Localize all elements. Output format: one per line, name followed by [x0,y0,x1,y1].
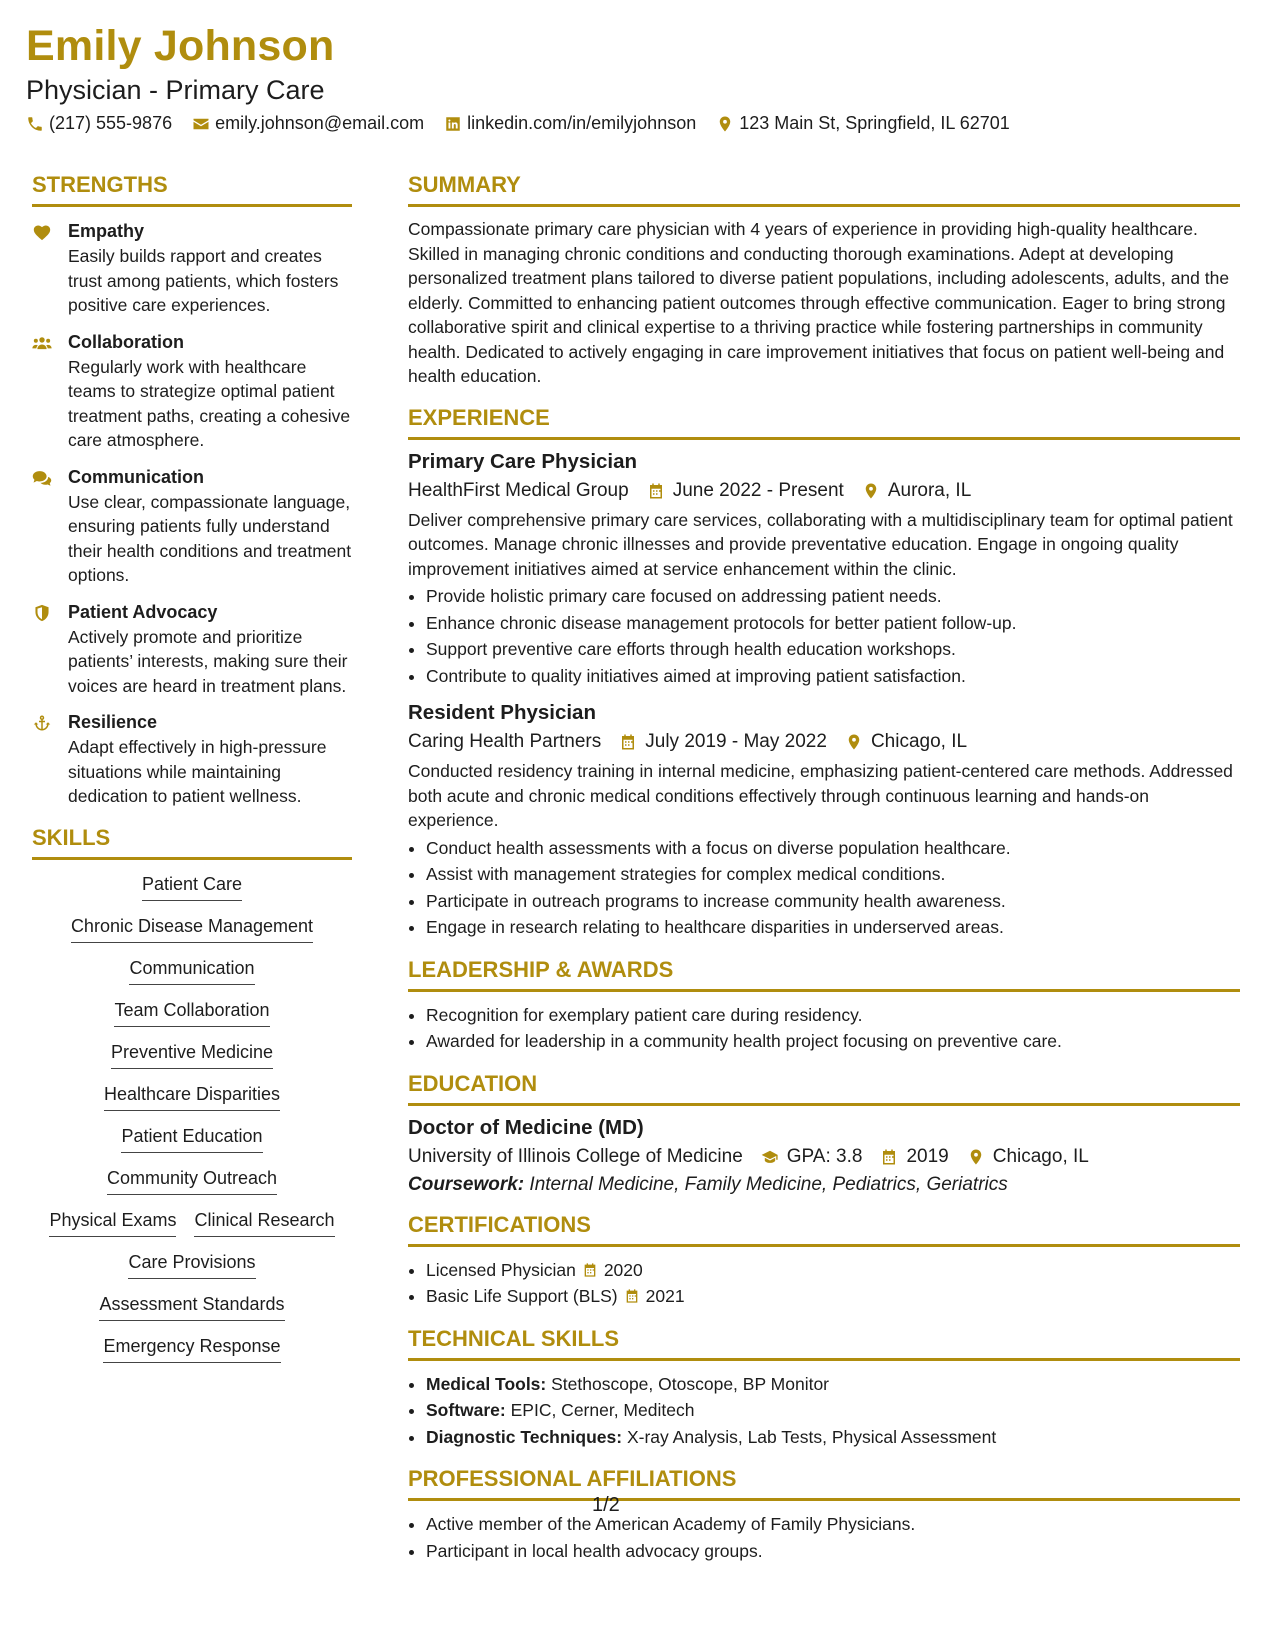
job-bullets [408,835,1240,941]
strength-title: Resilience [68,712,158,732]
job-description: Conducted residency training in internal medicine, emphasizing patient-centered care methods. Addressed both acute and chronic medical conditions effectively through continuous learning and hands-on experience. [408,761,1233,830]
strength-item [32,712,352,809]
skill-tag: Patient Care [142,874,242,901]
skill-tag: Healthcare Disparities [104,1084,280,1111]
strength-item [32,602,352,699]
affiliations-heading: PROFESSIONAL AFFILIATIONS [408,1466,1240,1501]
strength-item [32,467,352,588]
technical-item [426,1397,1240,1424]
technical-item [426,1371,1240,1398]
job-dates: June 2022 - Present [672,479,844,501]
contact-email[interactable] [192,113,424,134]
job-bullet: • Provide holistic primary care focused on addressing patient needs. [426,583,1240,610]
certification-year: 2020 [603,1259,643,1280]
education-heading: EDUCATION [408,1071,1240,1106]
job-company: HealthFirst Medical Group [408,479,629,501]
calendar-icon [647,482,665,500]
strength-title: Empathy [68,221,145,241]
job-company: Caring Health Partners [408,731,602,752]
leadership-list [408,1002,1240,1055]
linkedin-icon [444,115,462,133]
linkedin-link[interactable]: linkedin.com/in/emilyjohnson [467,113,697,133]
phone-icon [26,115,44,133]
calendar-icon [582,1262,598,1278]
contact-phone [26,113,172,134]
left-column [32,172,352,1363]
contact-linkedin[interactable] [444,113,696,134]
technical-value: EPIC, Cerner, Meditech [510,1400,695,1420]
certification-item [426,1283,1240,1310]
experience-heading: EXPERIENCE [408,405,1240,440]
skill-tag: Clinical Research [194,1210,334,1237]
gpa: GPA: 3.8 [786,1145,863,1167]
job-dates: July 2019 - May 2022 [645,731,827,752]
skill-tag: Chronic Disease Management [71,916,313,943]
job-bullet: • Support preventive care efforts through health education workshops. [426,636,1240,663]
strength-title: Collaboration [68,331,184,352]
technical-label: Medical Tools: [426,1373,547,1394]
job-bullet: • Participate in outreach programs to increase community health awareness. [426,888,1240,915]
anchor-icon [32,714,52,732]
school: University of Illinois College of Medicine [408,1145,743,1167]
certification-item [426,1257,1240,1284]
certification-name: • Licensed Physician [426,1259,576,1280]
certification-year: 2021 [645,1286,685,1306]
job-bullets [408,583,1240,689]
technical-value: X-ray Analysis, Lab Tests, Physical Assessment [626,1426,997,1447]
technical-heading: TECHNICAL SKILLS [408,1326,1240,1361]
shield-icon [32,604,52,622]
education-meta [408,1146,1240,1168]
skill-tag: Preventive Medicine [111,1042,273,1069]
skill-tag: Assessment Standards [99,1294,284,1321]
calendar-icon [880,1148,898,1166]
certifications-list [408,1257,1240,1310]
calendar-icon [619,733,637,751]
strength-desc: Actively promote and prioritize patients’ interests, making sure their voices are heard in treatment plans. [68,626,348,696]
job-meta [408,480,1240,502]
job-bullet: • Contribute to quality initiatives aimed at improving patient satisfaction. [426,663,1240,690]
skills-heading: SKILLS [32,825,352,860]
map-pin-icon [716,115,734,133]
contact-bar [26,113,1010,134]
page-number: 1/2 [592,1494,620,1516]
job-description: Deliver comprehensive primary care services, collaborating with a multidisciplinary team for optimal patient outcomes. Manage chronic illnesses and provide preventative education. Engage in ongoing quality improvement initiatives aimed at service enhancement within the clinic. [408,509,1233,579]
right-column [408,172,1240,1564]
job-location: Chicago, IL [870,731,968,752]
envelope-icon [192,115,210,133]
affiliation-item: • Active member of the American Academy of Family Physicians. [426,1511,1240,1538]
strength-desc: Adapt effectively in high-pressure situations while maintaining dedication to patient wellness. [68,737,327,806]
strength-title: Patient Advocacy [68,601,218,622]
strengths-heading: STRENGTHS [32,172,352,207]
affiliations-list [408,1511,1240,1564]
calendar-icon [624,1288,640,1304]
map-pin-icon [967,1148,985,1166]
job-bullet: • Conduct health assessments with a focus on diverse population healthcare. [426,835,1240,862]
strength-desc: Regularly work with healthcare teams to strategize optimal patient treatment paths, creating a cohesive care atmosphere. [68,356,351,450]
skill-tag: Communication [129,958,254,985]
job-location: Aurora, IL [887,479,972,501]
technical-label: Software: [426,1400,506,1420]
technical-item [426,1424,1240,1451]
coursework-label: Coursework: [408,1173,525,1195]
strength-title: Communication [68,466,205,487]
summary-text: Compassionate primary care physician with 4 years of experience in providing high-quality healthcare. Skilled in managing chronic conditions and conducting thorough examinations. Adept at developing personalized treatment plans tailored to diverse patient populations, including adolescents, adults, and the elderly. Committed to enhancing patient outcomes through effective communication. Eager to bring strong collaborative spirit and clinical expertise to a thriving practice while fostering partnerships in community health. Dedicated to actively engaging in care improvement initiatives that focus on patient well-being and health education. [408,219,1230,386]
technical-list [408,1371,1240,1451]
coursework-list: Internal Medicine, Family Medicine, Pediatrics, Geriatrics [529,1173,1008,1195]
job-bullet: • Engage in research relating to healthcare disparities in underserved areas. [426,914,1240,941]
strength-item [32,332,352,453]
skill-tag: Patient Education [121,1126,262,1153]
skill-tag: Community Outreach [107,1168,277,1195]
leadership-heading: LEADERSHIP & AWARDS [408,957,1240,992]
affiliation-item: • Participant in local health advocacy groups. [426,1538,1240,1565]
phone-text: (217) 555-9876 [49,113,173,133]
summary-heading: SUMMARY [408,172,1240,207]
skills-list [32,870,352,1363]
job-position: Primary Care Physician [408,449,638,473]
job-entry [408,701,1240,941]
strength-desc: Use clear, compassionate language, ensuring patients fully understand their health conditions and treatment options. [68,491,352,585]
users-icon [32,334,52,352]
job-bullet: • Assist with management strategies for complex medical conditions. [426,861,1240,888]
skill-tag: Team Collaboration [114,1000,269,1027]
certification-name: • Basic Life Support (BLS) [426,1286,618,1306]
address-text: 123 Main St, Springfield, IL 62701 [739,113,1010,133]
skill-tag: Care Provisions [128,1252,255,1279]
graduation-cap-icon [761,1148,779,1166]
contact-address [716,113,1010,134]
candidate-name: Emily Johnson [26,22,335,70]
map-pin-icon [845,733,863,751]
strength-desc: Easily builds rapport and creates trust among patients, which fosters positive care experiences. [68,246,339,315]
technical-label: Diagnostic Techniques: [426,1426,623,1447]
comments-icon [32,469,52,487]
certifications-heading: CERTIFICATIONS [408,1212,1240,1247]
job-bullet: • Enhance chronic disease management protocols for better patient follow-up. [426,610,1240,637]
graduation-year: 2019 [906,1145,949,1167]
skill-tag: Physical Exams [49,1210,176,1237]
technical-value: Stethoscope, Otoscope, BP Monitor [551,1373,830,1394]
job-meta [408,731,1240,753]
heart-icon [32,223,52,241]
leadership-item: • Recognition for exemplary patient care during residency. [426,1002,1240,1029]
coursework [408,1174,1240,1196]
strength-item [32,221,352,318]
email-link[interactable]: emily.johnson@email.com [215,113,425,133]
job-position: Resident Physician [408,701,596,724]
job-entry [408,450,1240,690]
school-location: Chicago, IL [992,1145,1089,1167]
job-title: Physician - Primary Care [26,75,325,105]
skill-tag: Emergency Response [103,1336,280,1363]
leadership-item: • Awarded for leadership in a community health project focusing on preventive care. [426,1028,1240,1055]
map-pin-icon [862,482,880,500]
degree: Doctor of Medicine (MD) [408,1115,644,1139]
